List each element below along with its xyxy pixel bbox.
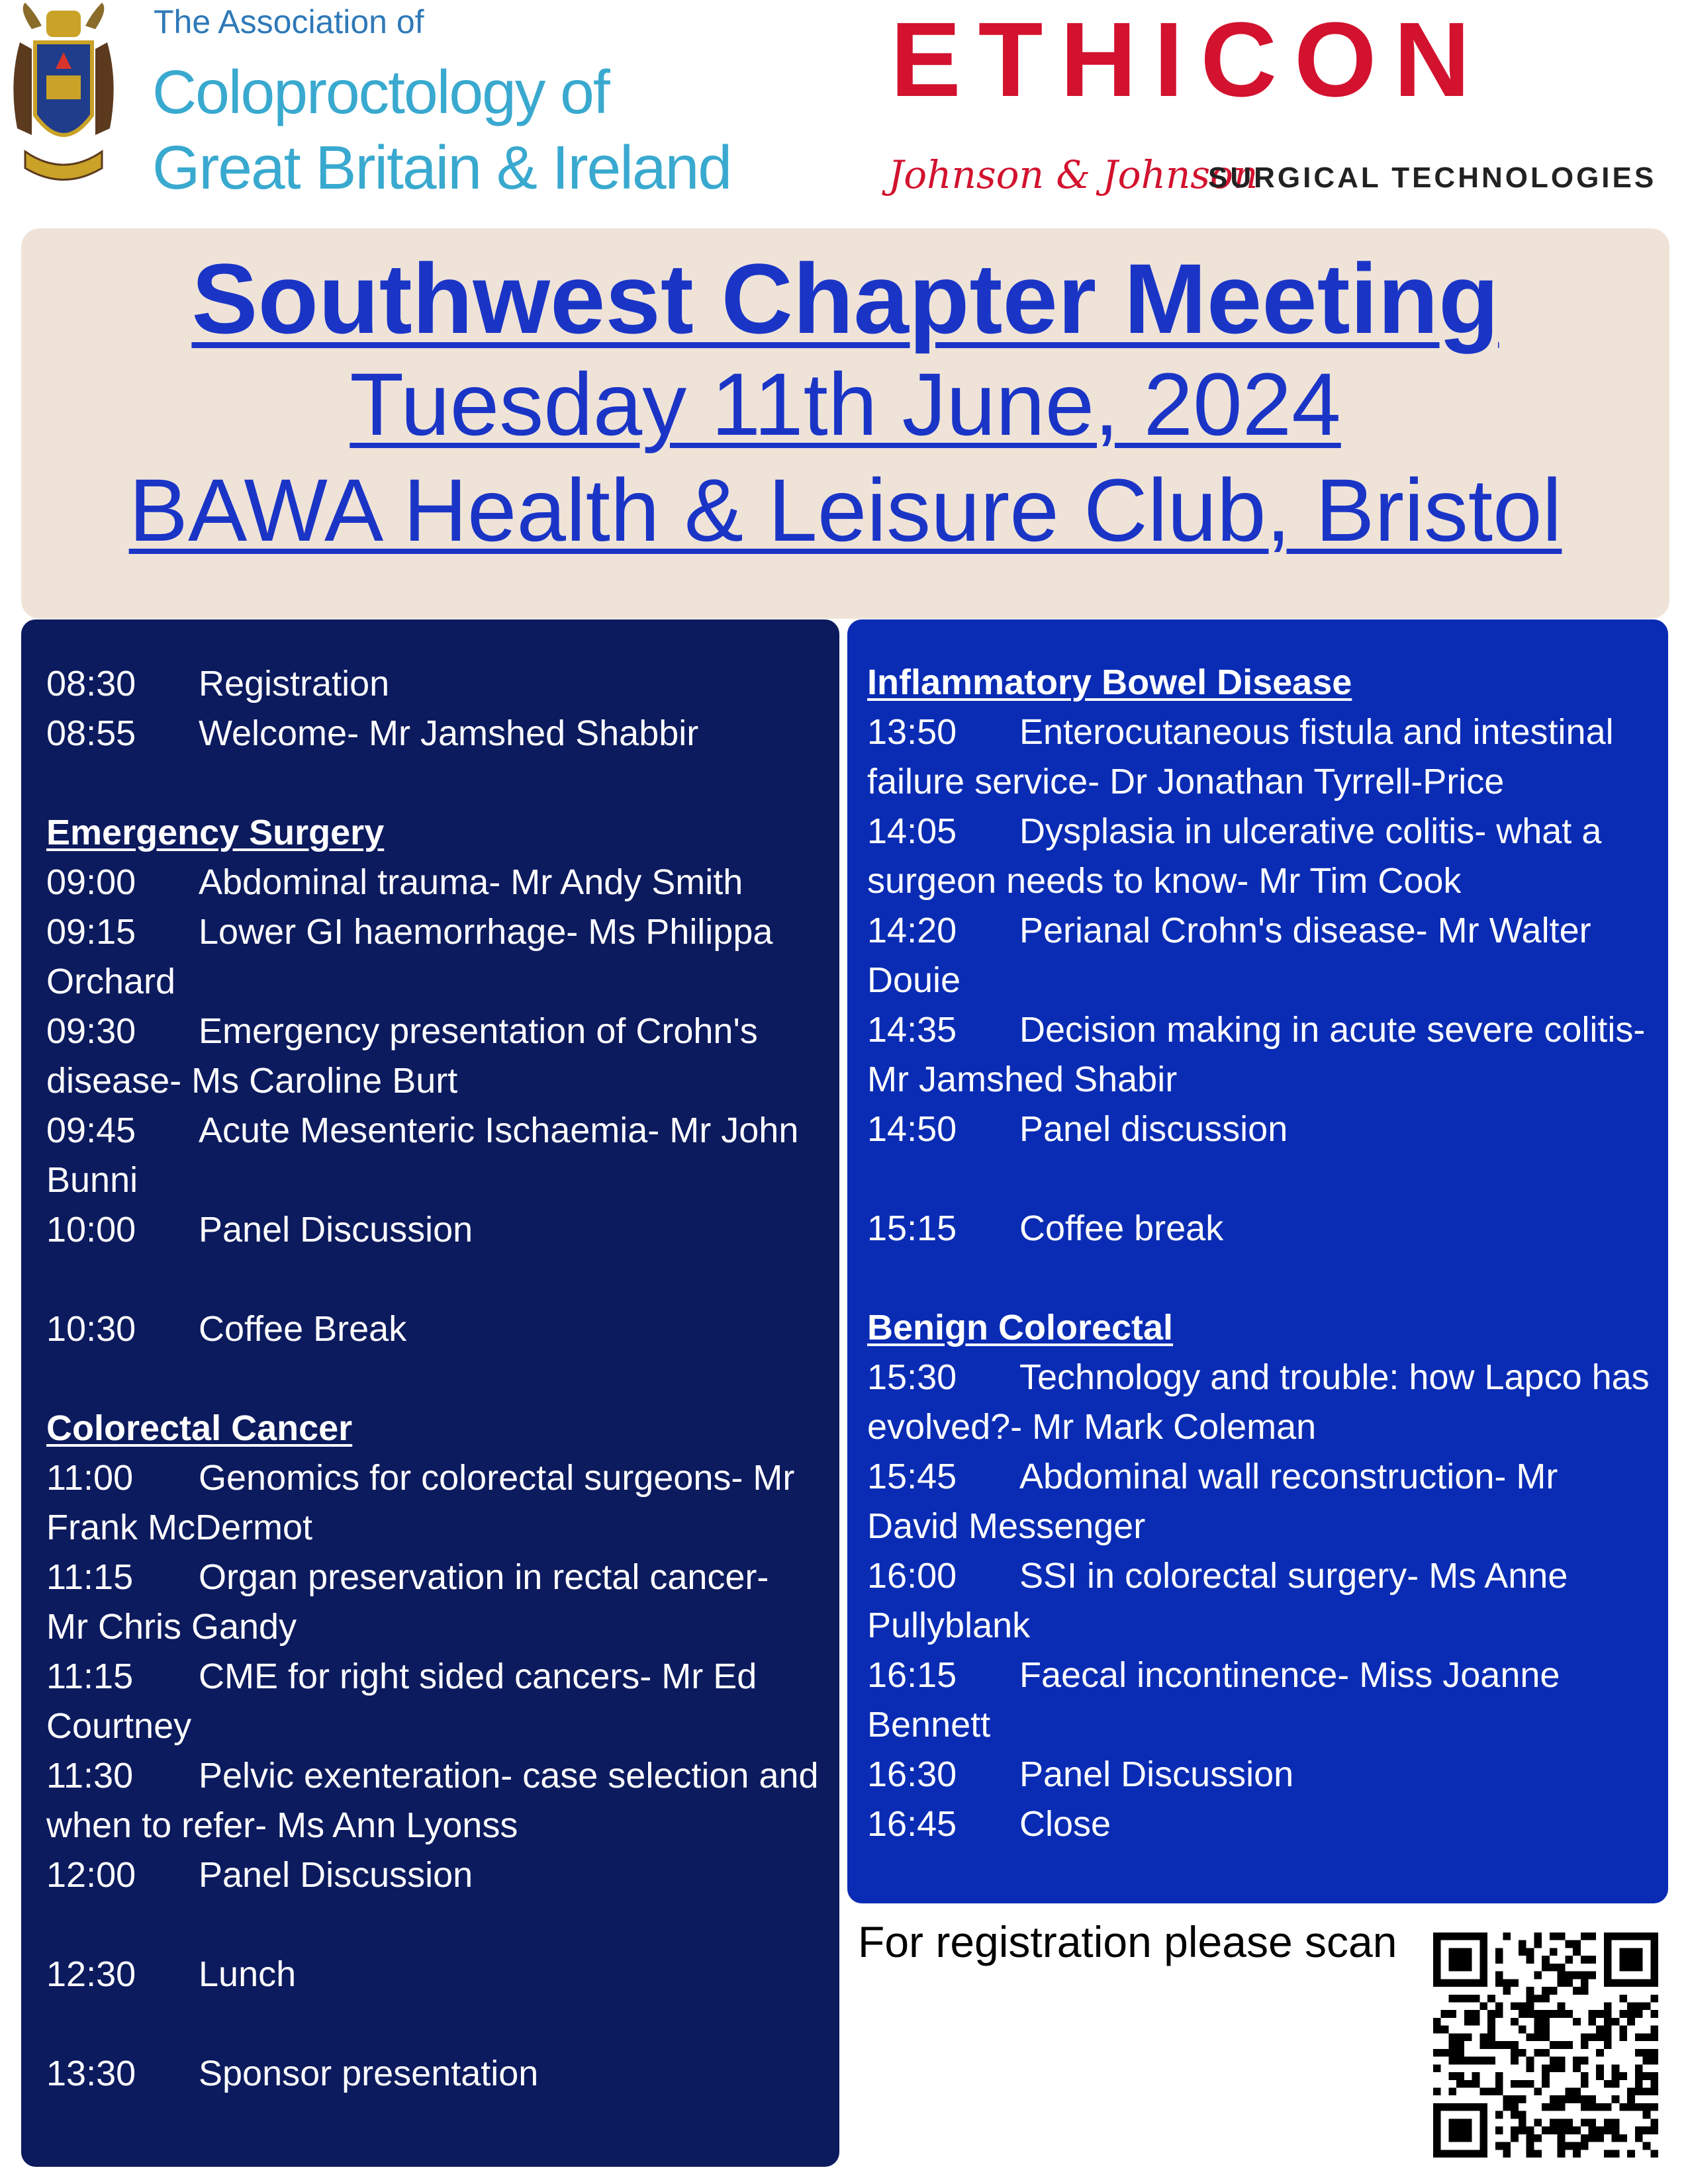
spacer [46,1255,820,1304]
spacer [46,758,820,808]
programme-item [46,1950,820,1999]
programme-item [867,1105,1652,1154]
event-title: Southwest Chapter Meeting [191,243,1499,354]
programme-panel-afternoon [847,619,1668,1903]
programme-item [867,1651,1652,1750]
programme-item [867,1452,1652,1551]
programme-item [46,1652,820,1751]
item-title: Decision making in acute severe colitis- Mr Jamshed Shabir [867,1010,1646,1099]
item-time: 16:45 [867,1804,957,1844]
item-time: 10:30 [46,1309,136,1349]
item-time: 11:00 [46,1458,134,1498]
registration-prompt: For registration please scan [858,1917,1397,1966]
programme-item [46,709,820,758]
qr-code-icon[interactable] [1433,1933,1658,2158]
item-title: Acute Mesenteric Ischaemia- Mr John Bunni [46,1111,799,1200]
programme-list-afternoon [867,658,1652,1849]
item-title: Close [1019,1804,1111,1844]
item-title: Panel discussion [1019,1109,1288,1149]
programme-item [867,1005,1652,1105]
item-title: Abdominal trauma- Mr Andy Smith [199,862,743,902]
section-heading [46,808,820,858]
programme-item [867,1750,1652,1799]
programme-item [46,1751,820,1850]
programme-item [46,1304,820,1354]
spacer [867,1154,1652,1204]
item-time: 08:30 [46,664,136,704]
item-title: Lower GI haemorrhage- Ms Philippa Orchard [46,912,773,1001]
item-time: 15:45 [867,1457,957,1496]
item-time: 15:15 [867,1208,957,1248]
item-title: Panel Discussion [199,1210,473,1250]
programme-item [867,1799,1652,1849]
item-time: 16:15 [867,1655,957,1695]
programme-item [867,906,1652,1005]
spacer [46,1354,820,1404]
item-title: SSI in colorectal surgery- Ms Anne Pullyblank [867,1556,1568,1645]
item-title: Pelvic exenteration- case selection and when to refer- Ms Ann Lyonss [46,1756,819,1845]
event-header [21,228,1669,619]
item-time: 14:20 [867,911,957,950]
item-time: 12:00 [46,1855,136,1895]
spacer [867,1253,1652,1303]
programme-item [46,2049,820,2099]
item-time: 09:45 [46,1111,136,1150]
section-heading [867,1303,1652,1353]
programme-item [867,707,1652,807]
item-title: Lunch [199,1954,297,1994]
item-time: 13:30 [46,2054,136,2093]
item-title: Coffee break [1019,1208,1224,1248]
item-title: Coffee Break [199,1309,407,1349]
item-time: 12:30 [46,1954,136,1994]
item-title: Panel Discussion [1019,1754,1294,1794]
programme-list-morning [46,659,820,2099]
item-title: Panel Discussion [199,1855,473,1895]
item-title: Genomics for colorectal surgeons- Mr Frank McDermot [46,1458,795,1547]
section-heading-text: Emergency Surgery [46,813,385,852]
section-heading-text: Inflammatory Bowel Disease [867,662,1352,702]
programme-item [46,1205,820,1255]
spacer [46,1900,820,1950]
event-date: Tuesday 11th June, 2024 [350,355,1341,454]
programme-item [46,1007,820,1106]
item-title: CME for right sided cancers- Mr Ed Courtney [46,1657,757,1746]
programme-item [46,1106,820,1205]
programme-item [867,1353,1652,1452]
item-time: 11:15 [46,1557,134,1597]
programme-item [46,1850,820,1900]
section-heading [867,658,1652,707]
section-heading [46,1404,820,1453]
programme-item [867,1204,1652,1253]
item-time: 08:55 [46,713,136,753]
item-title: Abdominal wall reconstruction- Mr David Messenger [867,1457,1558,1546]
item-title: Emergency presentation of Crohn's disease- Ms Caroline Burt [46,1011,758,1101]
programme-item [46,1453,820,1553]
item-title: Sponsor presentation [199,2054,539,2093]
item-title: Welcome- Mr Jamshed Shabbir [199,713,699,753]
section-heading-text: Benign Colorectal [867,1308,1174,1347]
item-time: 10:00 [46,1210,136,1250]
item-time: 11:30 [46,1756,134,1796]
item-time: 09:00 [46,862,136,902]
programme-item [46,1553,820,1652]
sponsor-division: SURGICAL TECHNOLOGIES [1208,161,1657,194]
programme-item [867,807,1652,906]
item-title: Faecal incontinence- Miss Joanne Bennett [867,1655,1560,1745]
item-time: 14:50 [867,1109,957,1149]
programme-panel-morning [21,619,839,2167]
programme-item [46,907,820,1007]
sponsor-logo-ethicon: ETHICON [890,0,1487,118]
coat-of-arms-icon [5,3,122,195]
item-time: 13:50 [867,712,957,752]
programme-item [46,858,820,907]
item-title: Organ preservation in rectal cancer- Mr Chris Gandy [46,1557,769,1647]
item-title: Dysplasia in ulcerative colitis- what a surgeon needs to know- Mr Tim Cook [867,811,1602,901]
programme-item [867,1551,1652,1651]
item-time: 14:35 [867,1010,957,1050]
item-title: Registration [199,664,390,704]
association-name-line3: Great Britain & Ireland [152,133,731,202]
sponsor-parent-script: Johnson & Johnson [888,152,1258,197]
association-name-line2: Coloproctology of [152,58,609,126]
item-time: 15:30 [867,1357,957,1397]
item-time: 14:05 [867,811,957,851]
item-title: Enterocutaneous fistula and intestinal failure service- Dr Jonathan Tyrrell-Price [867,712,1614,801]
association-name-line1: The Association of [154,3,424,40]
item-time: 09:15 [46,912,136,952]
programme-item [46,659,820,709]
section-heading-text: Colorectal Cancer [46,1408,353,1448]
spacer [46,1999,820,2049]
item-time: 09:30 [46,1011,136,1051]
item-title: Technology and trouble: how Lapco has evolved?- Mr Mark Coleman [867,1357,1650,1447]
item-title: Perianal Crohn's disease- Mr Walter Douie [867,911,1591,1000]
item-time: 16:00 [867,1556,957,1596]
event-venue: BAWA Health & Leisure Club, Bristol [128,461,1562,560]
item-time: 16:30 [867,1754,957,1794]
item-time: 11:15 [46,1657,134,1696]
